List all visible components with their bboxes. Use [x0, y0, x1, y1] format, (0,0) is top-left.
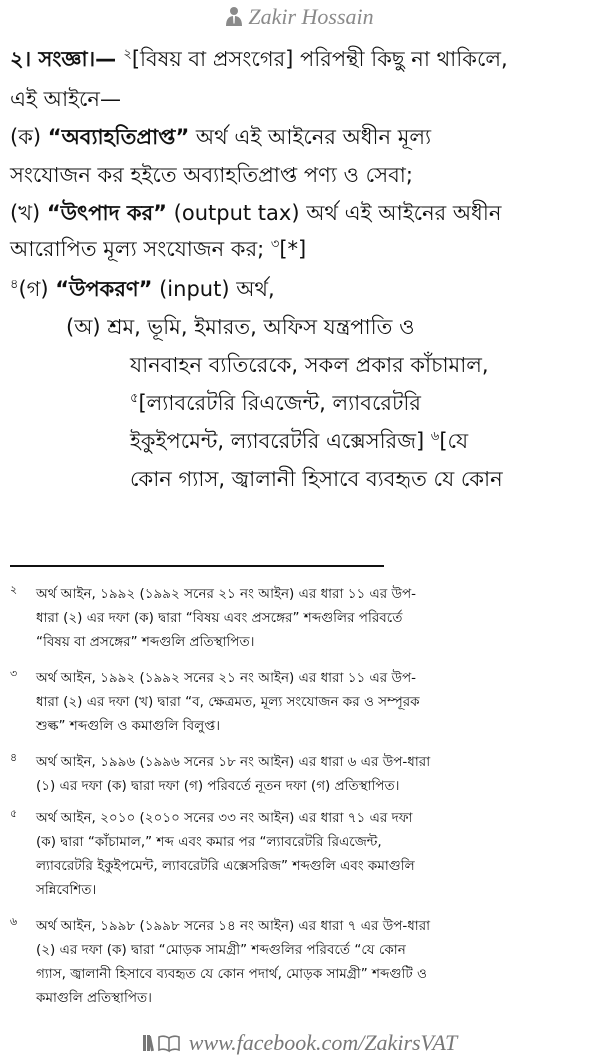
clause-ka: (ক) “অব্যাহতিপ্রাপ্ত” অর্থ এই আইনের অধীন মূল্য: [10, 125, 432, 149]
clause-ka-line2: সংযোজন কর হইতে অব্যাহতিপ্রাপ্ত পণ্য ও সেবা;: [10, 163, 413, 187]
clause-kha-line2: আরোপিত মূল্য সংযোজন কর; $^৩$[*]: [10, 237, 307, 261]
person-icon: [226, 6, 242, 26]
footnote-ref-4: ৪: [10, 277, 19, 292]
subclause-a-line2: যানবাহন ব্যতিরেকে, সকল প্রকার কাঁচামাল,: [130, 353, 489, 377]
footnote-ref-2: ২: [123, 47, 132, 62]
footnote-6: ৬ অর্থ আইন, ১৯৯৮ (১৯৯৮ সনের ১৪ নং আইন) এর ধারা ৭ এর উপ-ধারা (২) এর দফা (ক) দ্বারা “মোড়ক সামগ্রী” শব্দগুলির পরিবর্তে “যে কোন গ্যাস, জ্বালানী হিসাবে ব্যবহৃত যে কোন পদার্থ, মোড়ক সামগ্রী” শব্দগুটি ও কমাগুলি প্রতিস্থাপিত।: [10, 915, 431, 1006]
footnote-ref-6: ৬: [430, 429, 440, 444]
footnote-ref-3: ৩: [270, 237, 280, 252]
subclause-a: (অ) শ্রম, ভূমি, ইমারত, অফিস যন্ত্রপাতি ও: [66, 315, 415, 339]
footnote-4: ৪ অর্থ আইন, ১৯৯৬ (১৯৯৬ সনের ১৮ নং আইন) এর ধারা ৬ এর উপ-ধারা (১) এর দফা (ক) দ্বারা দফা (গ) পরিবর্তে নূতন দফা (গ) প্রতিস্থাপিত।: [10, 751, 431, 794]
term-exempted: “অব্যাহতিপ্রাপ্ত”: [47, 125, 190, 149]
subclause-a-line5: কোন গ্যাস, জ্বালানী হিসাবে ব্যবহৃত যে কোন: [130, 467, 503, 491]
clause-ga: $^৪$(গ) “উপকরণ” (input) অর্থ,: [10, 277, 275, 301]
subclause-a-line3: $^৫$[ল্যাবরেটরি রিএজেন্ট, ল্যাবরেটরি: [130, 391, 421, 415]
author-name: Zakir Hossain: [248, 4, 374, 29]
footnote-2: ২ অর্থ আইন, ১৯৯২ (১৯৯২ সনের ২১ নং আইন) এর ধারা ১১ এর উপ- ধারা (২) এর দফা (ক) দ্বারা “বিষয় এবং প্রসঙ্গের” শব্দগুলির পরিবর্তে “বিষয় বা প্রসঙ্গের” শব্দগুলি প্রতিস্থাপিত।: [10, 583, 417, 650]
page-header: [0, 4, 600, 34]
footnote-ref-5: ৫: [130, 391, 139, 406]
clause-kha: (খ) “উৎপাদ কর” (output tax) অর্থ এই আইনের অধীন: [10, 201, 502, 225]
section-heading-line: ২। সংজ্ঞা।— $^২$[বিষয় বা প্রসংগের] পরিপন্থী কিছু না থাকিলে,: [10, 47, 508, 71]
page-footer: [0, 1030, 600, 1058]
footnote-divider: [10, 565, 384, 567]
facebook-link[interactable]: www.facebook.com/ZakirsVAT: [188, 1030, 458, 1055]
term-output-tax: “উৎপাদ কর”: [46, 201, 167, 225]
section-intro: এই আইনে—: [10, 87, 121, 111]
footnote-5: ৫ অর্থ আইন, ২০১০ (২০১০ সনের ৩৩ নং আইন) এর ধারা ৭১ এর দফা (ক) দ্বারা “কাঁচামাল,” শব্দ এবং কমার পর “ল্যাবরেটরি রিএজেন্ট, ল্যাবরেটরি ইকুইপমেন্ট, ল্যাবরেটরি এক্সেসরিজ” শব্দগুলি এবং কমাগুলি সন্নিবেশিত।: [10, 807, 415, 898]
footnote-3: ৩ অর্থ আইন, ১৯৯২ (১৯৯২ সনের ২১ নং আইন) এর ধারা ১১ এর উপ- ধারা (২) এর দফা (খ) দ্বারা “ব, ক্ষেত্রমত, মূল্য সংযোজন কর ও সম্পূরক শুল্ক” শব্দগুলি ও কমাগুলি বিলুপ্ত।: [10, 667, 420, 734]
subclause-a-line4: ইকুইপমেন্ট, ল্যাবরেটরি এক্সেসরিজ] $^৬$[যে: [130, 429, 469, 453]
books-icon: [143, 1033, 181, 1053]
section-heading: ২। সংজ্ঞা।—: [10, 47, 124, 71]
term-input: “উপকরণ”: [55, 277, 153, 301]
